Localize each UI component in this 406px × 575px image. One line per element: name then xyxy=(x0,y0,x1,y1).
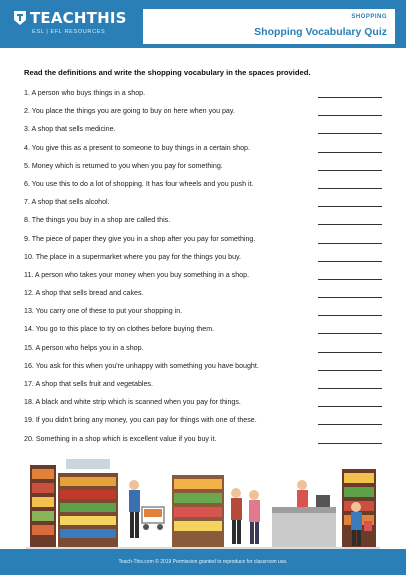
question-text: 13. You carry one of these to put your shopping in. xyxy=(24,307,183,316)
question-text: 19. If you didn't bring any money, you can pay for things with one of these. xyxy=(24,416,257,425)
question-item xyxy=(24,342,384,360)
question-item xyxy=(24,87,384,105)
footer-text: Teach-This.com © 2019 Permission granted to reproduce for classroom use. xyxy=(118,559,288,565)
shopping-illustration xyxy=(26,455,380,549)
question-text: 14. You go to this place to try on clothes before buying them. xyxy=(24,325,215,334)
question-text: 20. Something in a shop which is excellent value if you buy it. xyxy=(24,434,217,443)
question-item xyxy=(24,123,384,141)
question-item xyxy=(24,360,384,378)
answer-line[interactable] xyxy=(318,188,382,189)
question-item xyxy=(24,233,384,251)
question-item xyxy=(24,196,384,214)
question-text: 16. You ask for this when you're unhappy with something you have bought. xyxy=(24,361,259,370)
answer-line[interactable] xyxy=(318,243,382,244)
question-item xyxy=(24,305,384,323)
title-box xyxy=(143,9,395,44)
answer-line[interactable] xyxy=(318,370,382,371)
question-item xyxy=(24,396,384,414)
question-text: 6. You use this to do a lot of shopping. It has four wheels and you push it. xyxy=(24,179,254,188)
instructions: Read the definitions and write the shopping vocabulary in the spaces provided. xyxy=(24,68,311,77)
teachthis-logo-icon xyxy=(12,10,28,26)
question-text: 15. A person who helps you in a shop. xyxy=(24,343,144,352)
answer-line[interactable] xyxy=(318,152,382,153)
answer-line[interactable] xyxy=(318,133,382,134)
question-item xyxy=(24,214,384,232)
question-text: 10. The place in a supermarket where you pay for the things you buy. xyxy=(24,252,242,261)
answer-line[interactable] xyxy=(318,352,382,353)
header-bar xyxy=(0,0,406,48)
question-item xyxy=(24,178,384,196)
question-text: 7. A shop that sells alcohol. xyxy=(24,198,110,207)
question-text: 12. A shop that sells bread and cakes. xyxy=(24,289,144,298)
question-text: 9. The piece of paper they give you in a shop after you pay for something. xyxy=(24,234,256,243)
question-text: 17. A shop that sells fruit and vegetables. xyxy=(24,380,153,388)
answer-line[interactable] xyxy=(318,315,382,316)
answer-line[interactable] xyxy=(318,206,382,207)
question-list xyxy=(24,87,384,451)
answer-line[interactable] xyxy=(318,388,382,389)
answer-line[interactable] xyxy=(318,261,382,262)
question-item xyxy=(24,251,384,269)
question-text: 18. A black and white strip which is scanned when you pay for things. xyxy=(24,398,241,407)
answer-line[interactable] xyxy=(318,443,382,444)
question-item xyxy=(24,160,384,178)
logo-subtitle: ESL | EFL RESOURCES xyxy=(32,29,106,35)
footer-bar xyxy=(0,549,406,575)
answer-line[interactable] xyxy=(318,424,382,425)
teachthis-logo xyxy=(12,7,127,41)
question-text: 2. You place the things you are going to buy on here when you pay. xyxy=(24,107,235,116)
question-text: 1. A person who buys things in a shop. xyxy=(24,89,146,97)
question-item xyxy=(24,269,384,287)
answer-line[interactable] xyxy=(318,333,382,334)
question-text: 3. A shop that sells medicine. xyxy=(24,125,116,134)
question-text: 11. A person who takes your money when you buy something in a shop. xyxy=(24,270,250,279)
answer-line[interactable] xyxy=(318,406,382,407)
answer-line[interactable] xyxy=(318,115,382,116)
question-item xyxy=(24,287,384,305)
question-text: 4. You give this as a present to someone to buy things in a certain shop. xyxy=(24,143,250,152)
page-title: Shopping Vocabulary Quiz xyxy=(254,26,387,38)
question-item xyxy=(24,323,384,341)
question-item xyxy=(24,378,384,396)
question-text: 8. The things you buy in a shop are called this. xyxy=(24,216,171,225)
question-item xyxy=(24,433,384,451)
category-label: SHOPPING xyxy=(351,14,387,20)
question-item xyxy=(24,105,384,123)
answer-line[interactable] xyxy=(318,170,382,171)
question-item xyxy=(24,142,384,160)
answer-line[interactable] xyxy=(318,297,382,298)
answer-line[interactable] xyxy=(318,97,382,98)
answer-line[interactable] xyxy=(318,279,382,280)
question-text: 5. Money which is returned to you when you pay for something. xyxy=(24,161,223,170)
answer-line[interactable] xyxy=(318,224,382,225)
logo-text: TEACHTHIS xyxy=(30,9,127,27)
question-item xyxy=(24,414,384,432)
